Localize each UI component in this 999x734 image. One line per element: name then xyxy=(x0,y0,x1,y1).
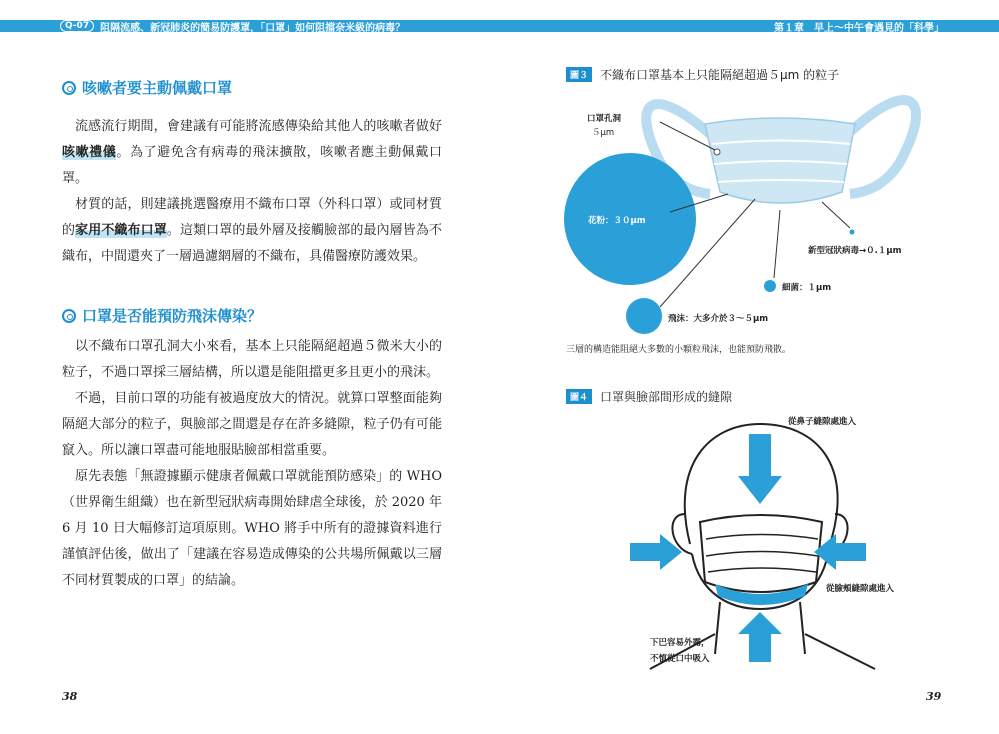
section-heading-text: 咳嗽者要主動佩戴口罩 xyxy=(82,79,233,97)
section1-body xyxy=(62,114,442,270)
virus-label: 新型冠狀病毒→０.１μm xyxy=(808,246,902,256)
virus-pointer-line xyxy=(822,202,850,228)
section-heading-cough xyxy=(62,76,442,100)
highlight-term: 咳嗽禮儀 xyxy=(62,145,117,160)
nose-gap-label: 從鼻子縫隙處進入 xyxy=(788,417,857,427)
ear-loop-right xyxy=(850,100,916,194)
page-number-right: 39 xyxy=(926,690,942,703)
droplet-label: 飛沫：大多介於３～５μm xyxy=(668,314,769,324)
header-right xyxy=(774,20,944,32)
figure-title: 不織布口罩基本上只能隔絕超過５μm 的粒子 xyxy=(600,68,840,82)
paragraph: 不過，目前口罩的功能有被過度放大的情況。就算口罩整面能夠隔絕大部分的粒子，與臉部之間還是存在許多縫隙，粒子仍有可能竄入。所以讓口罩盡可能地服貼臉部相當重要。 xyxy=(62,391,442,458)
chapter-title: 第１章 早上～中午會遇見的「科學」 xyxy=(774,22,944,34)
paragraph xyxy=(62,114,442,192)
header-zigzag-right xyxy=(945,20,953,32)
header-title: 阻隔流感、新冠肺炎的簡易防護罩，「口罩」如何阻擋奈米級的病毒？ xyxy=(100,22,406,34)
text: 。為了避免含有病毒的飛沫擴散，咳嗽者應主動佩戴口罩。 xyxy=(62,145,442,186)
pore-label: 口罩孔洞 xyxy=(587,114,622,124)
face-gap-diagram xyxy=(630,404,910,674)
section-heading-text: 口罩是否能預防飛沫傳染？ xyxy=(82,307,263,325)
figure-tag: 圖３ xyxy=(566,67,592,82)
paragraph xyxy=(62,192,442,270)
paragraph: 原先表態「無證據顯示健康者佩戴口罩就能預防感染」的 WHO（世界衛生組織）也在新型冠狀病毒開始肆虐全球後，於 2020 年 6 月 10 日大幅修訂這項原則。WHO 將手中所有的證據資料進行謹慎評估後，做出了「建議在容易造成傳染的公共場所佩戴以三層不同材質製成的口罩」的結論。 xyxy=(62,469,442,588)
left-page xyxy=(62,76,442,594)
section-heading-droplet xyxy=(62,304,442,328)
figure4-label xyxy=(566,388,732,405)
bacteria-circle xyxy=(764,280,776,292)
header-left xyxy=(60,20,405,32)
chin-gap-label-2: 不慎從口中吸入 xyxy=(650,654,710,664)
text: 流感流行期間，會建議有可能將流感傳染給其他人的咳嗽者做好 xyxy=(75,119,442,134)
figure3-caption: 三層的構造能阻絕大多數的小顆粒飛沫，也能預防飛散。 xyxy=(566,345,792,355)
droplet-circle xyxy=(626,298,662,334)
virus-dot xyxy=(850,230,855,235)
figure-title: 口罩與臉部間形成的縫隙 xyxy=(600,390,733,404)
header-zigzag-left xyxy=(46,20,54,32)
bacteria-label: 細菌：１μm xyxy=(782,283,832,293)
page-number-left: 38 xyxy=(62,690,78,703)
double-circle-icon xyxy=(62,309,76,323)
text: 的 xyxy=(62,223,76,238)
cheek-gap-label: 從臉頰縫隙處進入 xyxy=(826,584,895,594)
highlight-term: 家用不織布口罩 xyxy=(75,223,167,238)
section2-body xyxy=(62,334,442,594)
chin-gap-label-1: 下巴容易外露， xyxy=(650,638,710,648)
pore-size: ５μm xyxy=(592,128,615,138)
pollen-label: 花粉：３０μm xyxy=(588,216,646,226)
page-header xyxy=(0,0,999,34)
figure3-label xyxy=(566,66,839,83)
arrow-left-icon xyxy=(814,534,866,570)
arrow-up-icon xyxy=(738,612,782,662)
arrow-down-icon xyxy=(738,434,782,504)
bacteria-pointer-line xyxy=(774,210,780,278)
text: 。這類口罩的最外層及接觸臉部的最內層皆為不織布，中間還夾了一層過濾網層的不織布，具備醫療防護效果。 xyxy=(62,223,442,264)
question-tag: Q-07 xyxy=(60,20,94,32)
paragraph: 以不織布口罩孔洞大小來看，基本上只能隔絕超過５微米大小的粒子，不過口罩採三層結構，所以還是能阻擋更多且更小的飛沫。 xyxy=(62,339,442,380)
text: 材質的話，則建議挑選醫療用不織布口罩（外科口罩）或同材質 xyxy=(75,197,442,212)
double-circle-icon xyxy=(62,81,76,95)
figure-tag: 圖４ xyxy=(566,389,592,404)
